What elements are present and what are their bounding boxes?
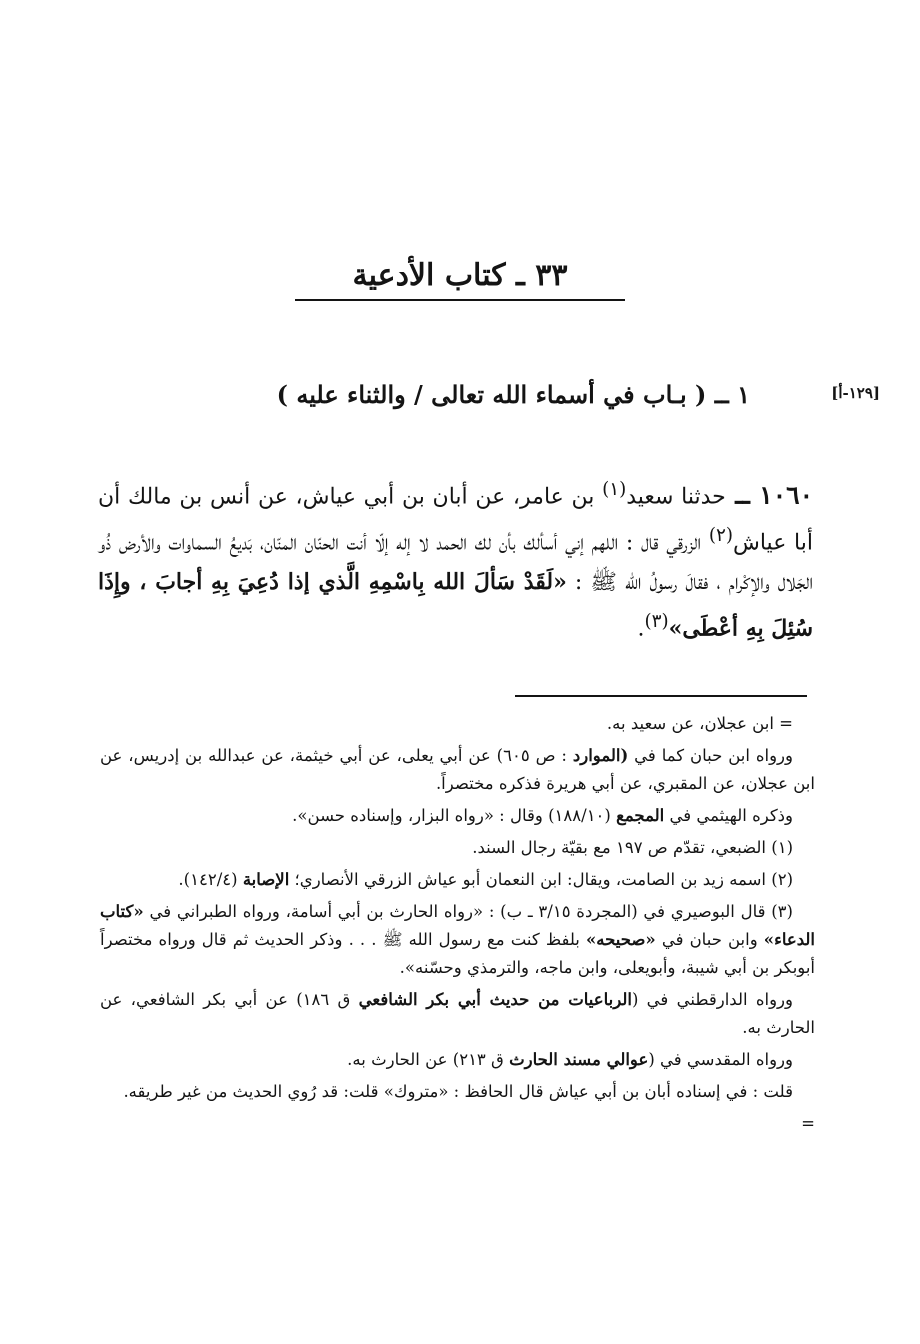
- hadith-part: حدثنا سعيد: [626, 484, 726, 510]
- fn-bold: (الموارد: [572, 746, 629, 765]
- fn-text: ق ١٨٦) عن أبي بكر الشافعي، عن الحارث به.: [100, 990, 815, 1037]
- title-underline: [295, 299, 625, 301]
- fn-text: ورواه الدارقطني في (: [631, 990, 793, 1009]
- chapter-title: [0, 258, 920, 301]
- fn-text: بلفظ كنت مع رسول الله ﷺ . . . وذكر الحديث ثم قال ورواه مختصراً أبوبكر بن أبي شيبة، وأبويعلى، وابن ماجه، والترمذي وحسّنه».: [100, 930, 815, 977]
- fn-text: (١٤٢/٤).: [178, 870, 243, 889]
- hadith-part: الزرقي قال : اللهم إني أسألك بأن لك الحمد لا إله إلّا أنت الحنّان المنّان، بَديعُ السماوات والأرض ذُو الجَلال والإكْرام ، فقالَ رسولُ الله ﷺ :: [98, 530, 813, 595]
- footnotes: [100, 710, 815, 1142]
- hadith-dash: ــ: [725, 480, 760, 510]
- hadith-end: .: [637, 615, 645, 641]
- footnote-ref-2: (٢): [708, 525, 733, 547]
- fn-text: ورواه المقدسي في (: [648, 1050, 793, 1069]
- footnote-paragraph: [100, 1046, 815, 1074]
- hadith-number: ١٠٦٠: [759, 480, 813, 510]
- prophet-quote: «لَقَدْ سَألَ الله بِاسْمِهِ الَّذي إذا دُعِيَ بِهِ أجابَ ، وإِذَا سُئِلَ بِهِ أعْطَى»: [98, 568, 813, 641]
- chapter-title-text: ٣٣ ـ كتاب الأدعية: [352, 258, 568, 293]
- fn-text: وذكره الهيثمي في: [664, 806, 793, 825]
- hadith-text: [98, 470, 813, 648]
- fn-text: (٣) قال البوصيري في (المجردة ٣/١٥ ـ ب) : «رواه الحارث بن أبي أسامة، ورواه الطبراني في: [143, 902, 793, 921]
- fn-text: ق ٢١٣) عن الحارث به.: [347, 1050, 510, 1069]
- footnote-paragraph: [100, 742, 815, 798]
- footnote-separator: [515, 695, 807, 697]
- section-title: ١ ــ ( بـاب في أسماء الله تعالى / والثناء عليه ): [276, 380, 750, 409]
- fn-bold: الإصابة: [242, 870, 290, 889]
- fn-bold: الرباعيات من حديث أبي بكر الشافعي: [358, 990, 632, 1009]
- fn-bold: عوالي مسند الحارث: [509, 1050, 649, 1069]
- footnote-2: [100, 866, 815, 894]
- fn-text: ورواه ابن حبان كما في: [628, 746, 793, 765]
- footnote-continuation: = ابن عجلان، عن سعيد به.: [606, 714, 793, 733]
- footnote-paragraph: قلت : في إسناده أبان بن أبي عياش قال الحافظ : «متروك» قلت: قد رُوي الحديث من غير طريقه.: [123, 1082, 793, 1101]
- fn-text: (١٨٨/١٠) وقال : «رواه البزار، وإسناده حسن».: [292, 806, 617, 825]
- footnote-ref-1: (١): [602, 479, 627, 500]
- footnote-paragraph: [100, 802, 815, 830]
- fn-bold: «كتاب الدعاء»: [100, 902, 815, 949]
- fn-bold: «صحيحه»: [585, 930, 656, 949]
- section-header: [80, 380, 880, 420]
- footnote-ref-3: (٣): [644, 610, 669, 632]
- footnote-1: (١) الضبعي، تقدّم ص ١٩٧ مع بقيّة رجال السند.: [472, 838, 793, 857]
- continuation-mark: =: [801, 1114, 815, 1133]
- fn-text: (٢) اسمه زيد بن الصامت، ويقال: ابن النعمان أبو عياش الزرقي الأنصاري؛: [289, 870, 793, 889]
- footnote-paragraph: [100, 986, 815, 1042]
- fn-text: : ص ٦٠٥) عن أبي يعلى، عن أبي خيثمة، عن عبدالله بن إدريس، عن ابن عجلان، عن المقبري، عن أبي هريرة فذكره مختصراً.: [100, 746, 815, 793]
- hadith-part: بن عامر، عن أبان بن أبي عياش، عن أنس بن مالك أن أبا عياش: [98, 484, 813, 556]
- page-reference: [١٢٩-أ]: [831, 384, 880, 402]
- footnote-3: [100, 898, 815, 982]
- fn-text: وابن حبان في: [655, 930, 764, 949]
- fn-bold: المجمع: [616, 806, 665, 825]
